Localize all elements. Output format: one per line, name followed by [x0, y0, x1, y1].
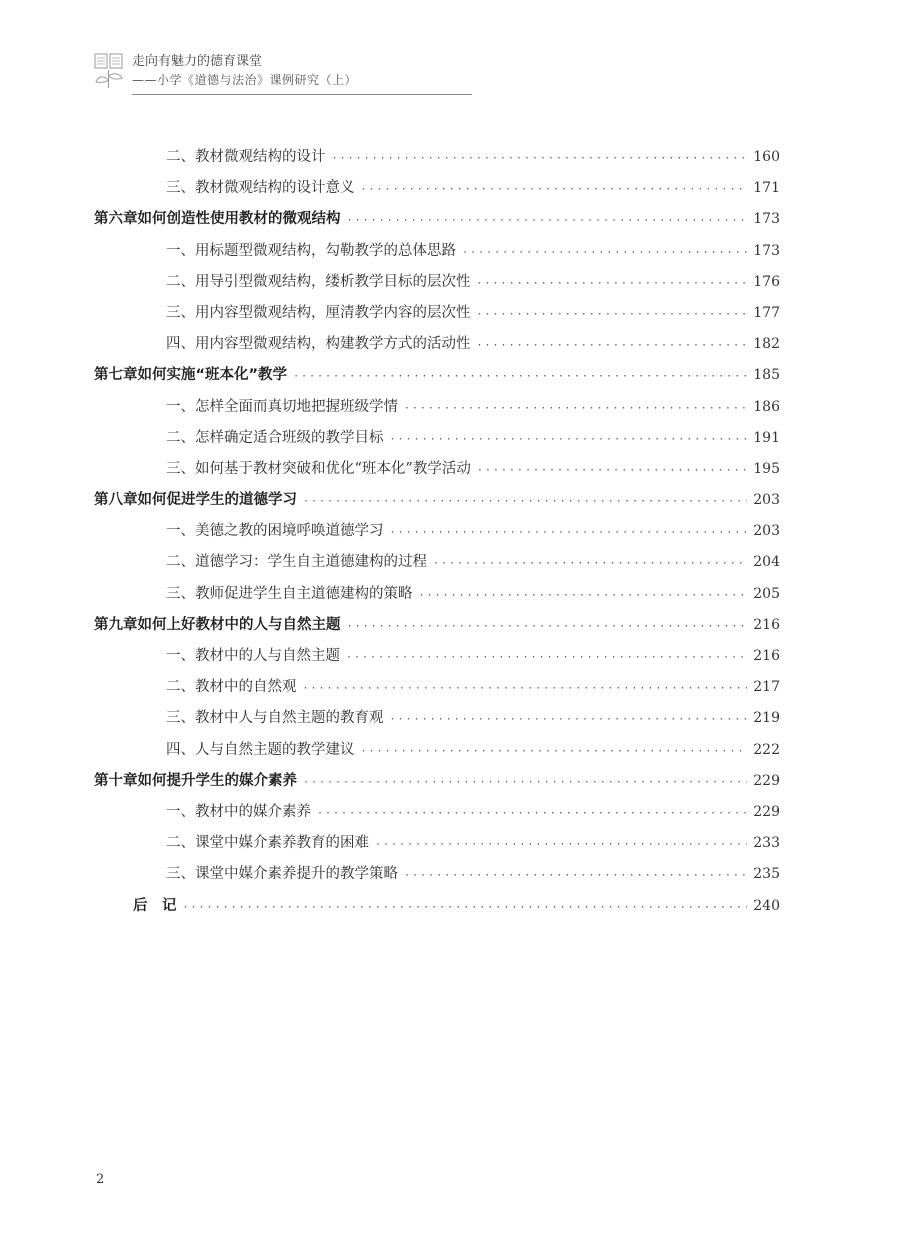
toc-page-number: 182: [753, 336, 780, 353]
chapter-number: 第十章: [94, 772, 138, 789]
toc-page-number: 185: [753, 367, 780, 384]
section-title: 一、教材中的人与自然主题: [166, 648, 340, 664]
dot-leader: [303, 486, 747, 517]
toc-section-row[interactable]: [94, 547, 780, 578]
section-title: 四、用内容型微观结构，构建教学方式的活动性: [166, 336, 471, 353]
toc-page-number: 216: [753, 616, 780, 633]
section-title: 三、如何基于教材突破和优化“班本化”教学活动: [166, 460, 471, 477]
toc-page-number: 176: [753, 273, 780, 290]
toc-page-number: 160: [753, 149, 780, 165]
toc-section-row[interactable]: [94, 423, 780, 454]
section-title: 三、教材微观结构的设计意义: [166, 180, 355, 197]
section-title: 一、美德之教的困境呼唤道德学习: [166, 523, 384, 540]
dot-leader: [347, 611, 748, 642]
book-title: 走向有魅力的德育课堂: [132, 54, 263, 69]
dot-leader: [477, 455, 747, 486]
toc-section-row[interactable]: [94, 392, 780, 423]
toc-section-row[interactable]: [94, 859, 780, 890]
section-title: 四、人与自然主题的教学建议: [166, 741, 355, 758]
toc-chapter-row[interactable]: [94, 766, 780, 797]
toc-chapter-row[interactable]: [94, 360, 780, 391]
toc-page-number: 191: [753, 429, 780, 446]
toc-page-number: 173: [753, 211, 780, 228]
toc-chapter-row[interactable]: [94, 485, 780, 516]
dot-leader: [361, 736, 748, 767]
toc-page-number: 235: [753, 866, 780, 883]
section-title: 三、用内容型微观结构，厘清教学内容的层次性: [166, 304, 471, 321]
toc-section-row[interactable]: [94, 454, 780, 485]
dot-leader: [404, 393, 747, 424]
dot-leader: [477, 268, 748, 299]
section-title: 二、课堂中媒介素养教育的困难: [166, 835, 369, 852]
dot-leader: [390, 517, 748, 548]
dot-leader: [404, 860, 747, 891]
toc-page-number: 203: [753, 523, 780, 540]
chapter-title: 如何实施“班本化”教学: [137, 367, 288, 384]
dot-leader: [303, 673, 748, 704]
toc-section-row[interactable]: [94, 579, 780, 610]
toc-page-number: 204: [753, 554, 780, 571]
section-title: 一、怎样全面而真切地把握班级学情: [166, 398, 398, 415]
dot-leader: [375, 829, 747, 860]
toc-section-row[interactable]: [94, 641, 780, 672]
book-plant-logo-icon: [92, 52, 126, 92]
section-title: 二、用导引型微观结构，缕析教学目标的层次性: [166, 273, 471, 290]
dot-leader: [183, 892, 748, 923]
toc-section-row[interactable]: [94, 797, 780, 828]
toc-section-row[interactable]: [94, 236, 780, 267]
dot-leader: [332, 143, 748, 174]
toc-page-number: 216: [753, 648, 780, 664]
toc-section-row[interactable]: [94, 173, 780, 204]
chapter-title: 如何上好教材中的人与自然主题: [137, 616, 341, 633]
toc-section-row[interactable]: [94, 672, 780, 703]
book-subtitle: ——小学《道德与法治》课例研究（上）: [132, 73, 358, 87]
section-title: 三、教材中人与自然主题的教育观: [166, 710, 384, 727]
chapter-title: 如何促进学生的道德学习: [137, 492, 297, 509]
section-title: 三、课堂中媒介素养提升的教学策略: [166, 866, 398, 883]
section-title: 二、教材微观结构的设计: [166, 149, 326, 165]
dot-leader: [477, 299, 748, 330]
toc-page-number: 171: [753, 180, 780, 197]
toc-page-number: 205: [753, 585, 780, 602]
dot-leader: [419, 580, 748, 611]
header-rule: [132, 94, 472, 95]
dot-leader: [346, 642, 747, 673]
toc-section-row[interactable]: [94, 703, 780, 734]
toc-page-number: 240: [753, 897, 780, 914]
toc-page-number: 177: [753, 304, 780, 321]
toc-section-row[interactable]: [94, 828, 780, 859]
chapter-number: 第九章: [94, 616, 138, 633]
dot-leader: [361, 174, 748, 205]
dot-leader: [390, 704, 748, 735]
dot-leader: [477, 330, 748, 361]
chapter-number: 第六章: [94, 211, 138, 228]
running-header: [92, 40, 382, 100]
toc-section-row[interactable]: [94, 735, 780, 766]
section-title: 三、教师促进学生自主道德建构的策略: [166, 585, 413, 602]
section-title: 二、道德学习：学生自主道德建构的过程: [166, 554, 427, 571]
toc-page-number: 173: [753, 242, 780, 259]
toc-section-row[interactable]: [94, 516, 780, 547]
dot-leader: [303, 767, 747, 798]
table-of-contents: [94, 142, 780, 922]
toc-chapter-row[interactable]: [94, 891, 780, 922]
dot-leader: [433, 548, 747, 579]
toc-section-row[interactable]: [94, 267, 780, 298]
section-title: 二、怎样确定适合班级的教学目标: [166, 429, 384, 446]
toc-page-number: 229: [753, 803, 780, 820]
dot-leader: [462, 237, 747, 268]
toc-page-number: 222: [753, 741, 780, 758]
toc-section-row[interactable]: [94, 142, 780, 173]
section-title: 二、教材中的自然观: [166, 679, 297, 696]
toc-section-row[interactable]: [94, 298, 780, 329]
toc-page-number: 229: [753, 772, 780, 789]
toc-chapter-row[interactable]: [94, 610, 780, 641]
chapter-number: 第七章: [94, 367, 138, 384]
section-title: 一、用标题型微观结构，勾勒教学的总体思路: [166, 242, 456, 259]
chapter-title: 后 记: [133, 897, 177, 914]
toc-page-number: 217: [753, 679, 780, 696]
toc-chapter-row[interactable]: [94, 204, 780, 235]
dot-leader: [390, 424, 748, 455]
dot-leader: [317, 798, 747, 829]
section-title: 一、教材中的媒介素养: [166, 803, 311, 820]
toc-page-number: 195: [753, 460, 780, 477]
dot-leader: [347, 205, 748, 236]
chapter-title: 如何提升学生的媒介素养: [137, 772, 297, 789]
toc-section-row[interactable]: [94, 329, 780, 360]
toc-page-number: 203: [753, 492, 780, 509]
chapter-title: 如何创造性使用教材的微观结构: [137, 211, 341, 228]
chapter-number: 第八章: [94, 492, 138, 509]
toc-page-number: 219: [753, 710, 780, 727]
dot-leader: [293, 361, 747, 392]
toc-page-number: 233: [753, 835, 780, 852]
toc-page-number: 186: [753, 398, 780, 415]
page-number: 2: [96, 1172, 105, 1187]
